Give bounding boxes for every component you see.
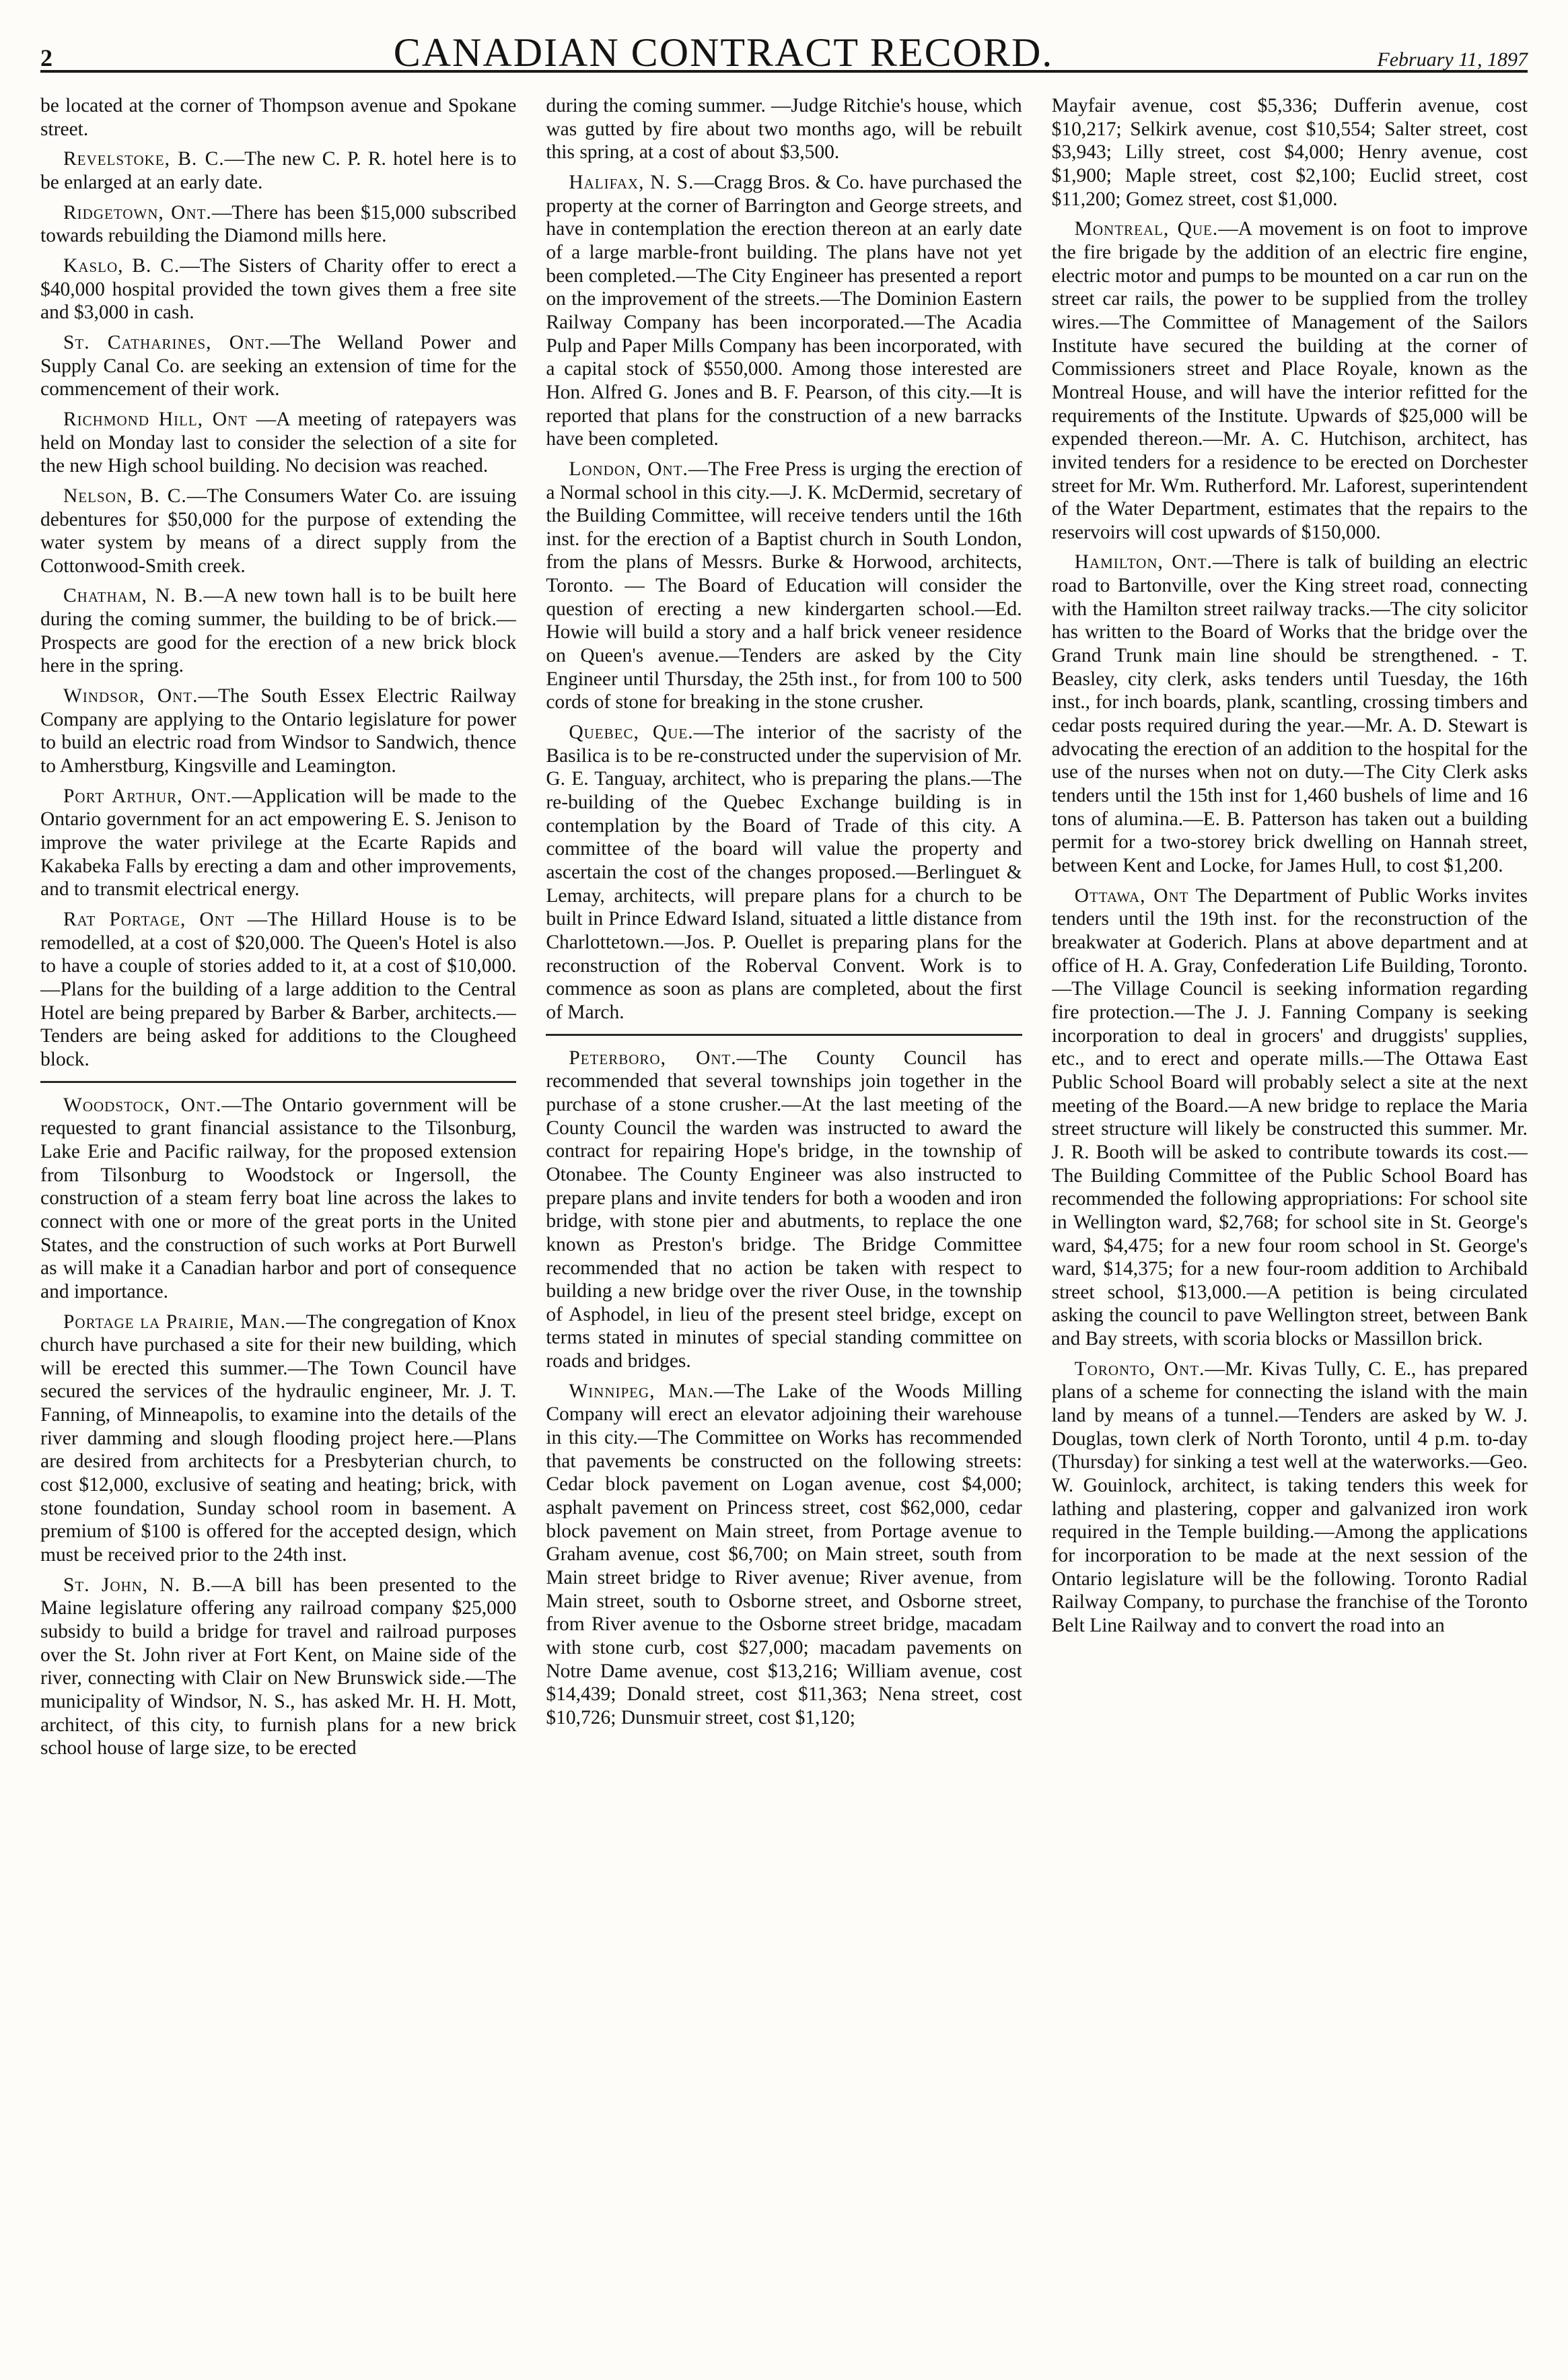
news-item <box>40 201 516 248</box>
item-text: —The Free Press is urging the erection of a Normal school in this city.—J. K. McDermid, secretary of the Building Committee, will receive tenders until the 16th inst. for the erection of a Baptist church in South London, from the plans of Messrs. Burke & Horwood, architects, Toronto. — The Board of Education will consider the question of erecting a new kindergarten school.—Ed. Howie will build a story and a half brick veneer residence on Queen's avenue.—Tenders are asked by the City Engineer until Thursday, the 25th inst., for from 100 to 500 cords of stone for breaking in the stone crusher. <box>546 458 1022 713</box>
news-item <box>546 171 1022 451</box>
news-item <box>40 785 516 901</box>
dateline: Rat Portage, Ont <box>63 909 235 930</box>
dateline: Revelstoke, B. C. <box>63 148 225 170</box>
news-item <box>546 94 1022 164</box>
item-text: —A movement is on foot to improve the fire brigade by the addition of an electric fire engine, electric motor and pumps to be mounted on a car run on the street car rails, the power to be supplied from the trolley wires.—The Committee of Management of the Sailors Institute have secured the building at the corner of Commissioners street and Place Royale, known as the Montreal House, and will have the interior refitted for the requirements of the Institute. Upwards of $25,000 will be expended thereon.—Mr. A. C. Hutchison, architect, has invited tenders for a residence to be erected on Dorchester street for Mr. Wm. Rutherford. Mr. Laforest, superintendent of the Water Department, estimates that the repairs to the reservoirs will cost upwards of $150,000. <box>1051 218 1528 543</box>
section-divider <box>40 1081 516 1083</box>
item-text: —The Sisters of Charity offer to erect a $40,000 hospital provided the town gives them a free site and $3,000 in cash. <box>40 254 517 324</box>
section-divider <box>546 1034 1022 1036</box>
news-item <box>546 1047 1022 1373</box>
dateline: Winnipeg, Man. <box>569 1380 715 1402</box>
dateline: Portage la Prairie, Man. <box>63 1310 287 1333</box>
news-item <box>1052 1358 1528 1638</box>
column-1 <box>40 94 516 2353</box>
column-3 <box>1052 94 1528 2353</box>
item-text: —The Consumers Water Co. are issuing debentures for $50,000 for the purpose of extending the water system by means of a direct supply from the Cottonwood-Smith creek. <box>40 485 517 577</box>
news-item <box>40 485 516 578</box>
item-text: —The congregation of Knox church have purchased a site for their new building, which will be erected this summer.—The Town Council have secured the services of the hydraulic engineer, Mr. J. T. Fanning, of Minneapolis, to examine into the details of the river damming and slough flooding project here.—Plans are desired from architects for a Presbyterian church, to cost $12,000, exclusive of seating and heating; brick, with stone foundation, Sunday school room in basement. A premium of $100 is offered for the accepted design, which must be received prior to the 24th inst. <box>40 1310 517 1566</box>
masthead <box>40 30 1528 73</box>
dateline: Halifax, N. S. <box>569 171 694 193</box>
item-text: be located at the corner of Thompson avenue and Spokane street. <box>40 95 517 140</box>
item-text: —The Welland Power and Supply Canal Co. are seeking an extension of time for the commencement of their work. <box>40 331 517 400</box>
dateline: St. Catharines, Ont. <box>63 331 271 353</box>
news-item <box>546 721 1022 1024</box>
issue-date: February 11, 1897 <box>1377 48 1528 71</box>
item-text: —Mr. Kivas Tully, C. E., has prepared plans of a scheme for connecting the island with the main land by means of a tunnel.—Tenders are asked by W. J. Douglas, town clerk of North Toronto, until 4 p.m. to-day (Thursday) for sinking a test well at the waterworks.—Geo. W. Gouinlock, architect, is taking tenders this week for lathing and plastering, copper and galvanized iron work required in the Temple building.—Among the applications for incorporation to be made at the next session of the Ontario legislature will be the following. Toronto Radial Railway Company, to purchase the franchise of the Toronto Belt Line Railway and to convert the road into an <box>1051 1358 1528 1636</box>
item-text: —The new C. P. R. hotel here is to be enlarged at an early date. <box>40 148 517 193</box>
item-text: Mayfair avenue, cost $5,336; Dufferin avenue, cost $10,217; Selkirk avenue, cost $10,554; Salter street, cost $3,943; Lilly street, cost $4,000; Henry avenue, cost $1,900; Maple street, cost $2,100; Euclid street, cost $11,200; Gomez street, cost $1,000. <box>1051 95 1528 210</box>
item-text: —Application will be made to the Ontario government for an act empowering E. S. Jenison to improve the water privilege at the Ecarte Rapids and Kakabeka Falls by erecting a dam and other improvements, and to transmit electrical energy. <box>40 785 517 901</box>
dateline: Ottawa, Ont <box>1074 884 1189 907</box>
dateline: Hamilton, Ont. <box>1074 551 1213 573</box>
item-text: —The Hillard House is to be remodelled, at a cost of $20,000. The Queen's Hotel is also to have a couple of stories added to it, at a cost of $10,000.—Plans for the building of a large addition to the Central Hotel are being prepared by Barber & Barber, architects.—Tenders are being asked for additions to the Clougheed block. <box>40 909 517 1070</box>
news-item <box>1052 884 1528 1351</box>
item-text: The Department of Public Works invites tenders until the 19th inst. for the reconstruction of the breakwater at Goderich. Plans at above department and at office of H. A. Gray, Confederation Life Building, Toronto.—The Village Council is seeking information regarding fire protection.—The J. J. Fanning Company is seeking incorporation to deal in grocers' and druggists' supplies, etc., and to erect and operate mills.—The Ottawa East Public School Board will probably select a site at the next meeting of the Board.—A new bridge to replace the Maria street structure will likely be constructed this summer. Mr. J. R. Booth will be asked to contribute towards its cost.—The Building Committee of the Public School Board has recommended the following appropriations: For school site in Wellington ward, $2,768; for school site in St. George's ward, $4,475; for a new four room school in St. George's ward, $14,375; for a new four-room addition to Archibald street school, $13,000.—A petition is being circulated asking the council to pave Wellington street, between Bank and Bay streets, with scoria blocks or Massillon brick. <box>1051 884 1528 1350</box>
item-text: —There has been $15,000 subscribed towards rebuilding the Diamond mills here. <box>40 201 517 247</box>
dateline: London, Ont. <box>569 458 688 480</box>
dateline: Quebec, Que. <box>569 722 694 744</box>
dateline: Nelson, B. C. <box>63 485 187 507</box>
news-item <box>1052 217 1528 544</box>
news-item <box>40 908 516 1072</box>
item-text: —The County Council has recommended that several townships join together in the purchase of a stone crusher.—At the last meeting of the County Council the warden was instructed to award the contract for repairing Hope's bridge, in the township of Otonabee. The County Engineer was also instructed to prepare plans and invite tenders for both a wooden and iron bridge, with stone pier and abutments, to replace the one known as Preston's bridge. The Bridge Committee recommended that no action be taken with respect to building a new bridge over the river Ouse, in the township of Asphodel, in lieu of the present steel bridge, except on terms stated in minutes of special standing committee on roads and bridges. <box>546 1047 1022 1372</box>
item-text: —A meeting of ratepayers was held on Monday last to consider the selection of a site for the new High school building. No decision was reached. <box>40 408 517 477</box>
item-text: —A new town hall is to be built here during the coming summer, the building to be of brick.—Prospects are good for the erection of a new brick block here in the spring. <box>40 585 517 677</box>
news-item <box>1052 94 1528 211</box>
news-item <box>40 584 516 678</box>
news-item <box>40 685 516 778</box>
dateline: Ridgetown, Ont. <box>63 201 212 223</box>
dateline: Port Arthur, Ont. <box>63 785 232 807</box>
news-item <box>40 254 516 324</box>
news-item <box>40 1094 516 1304</box>
dateline: Chatham, N. B. <box>63 585 204 607</box>
news-item <box>40 1310 516 1567</box>
news-item <box>546 458 1022 714</box>
page-number: 2 <box>40 44 52 71</box>
item-text: —A bill has been presented to the Maine legislature offering any railroad company $25,000 subsidy to build a bridge for travel and railroad purposes over the St. John river at Fort Kent, on Maine side of the river, connecting with Clair on New Brunswick side.—The municipality of Windsor, N. S., has asked Mr. H. H. Mott, architect, of this city, to furnish plans for a new brick school house of large size, to be erected <box>40 1574 517 1759</box>
news-item <box>1052 551 1528 877</box>
item-text: during the coming summer. —Judge Ritchie's house, which was gutted by fire about two months ago, will be rebuilt this spring, at a cost of about $3,500. <box>546 95 1022 164</box>
news-item <box>40 331 516 401</box>
item-text: —The interior of the sacristy of the Basilica is to be re-constructed under the supervision of Mr. G. E. Tanguay, architect, who is preparing the plans.—The re-building of the Quebec Exchange building is in contemplation by the Board of Trade of this city. A committee of the board will value the property and ascertain the cost of the changes proposed.—Berlinguet & Lemay, architects, will prepare plans for a church to be built in Prince Edward Island, situated a little distance from Charlottetown.—Jos. P. Ouellet is preparing plans for the reconstruction of the Roberval Convent. Work is to commence as soon as plans are completed, about the first of March. <box>546 722 1022 1023</box>
news-item <box>546 1380 1022 1730</box>
item-text: —The Ontario government will be requested to grant financial assistance to the Tilsonburg, Lake Erie and Pacific railway, for the proposed extension from Tilsonburg to Woodstock or Ingersoll, the construction of a steam ferry boat line across the lakes to connect with one or more of the great ports in the United States, and the construction of such works at Port Burwell as will make it a Canadian harbor and port of consequence and importance. <box>40 1094 517 1302</box>
item-text: —Cragg Bros. & Co. have purchased the property at the corner of Barrington and George streets, and have in contemplation the erection thereon at an early date of a large marble-front building. The plans have not yet been completed.—The City Engineer has presented a report on the improvement of the streets.—The Dominion Eastern Railway Company has been incorporated.—The Acadia Pulp and Paper Mills Company has been incorporated, with a capital stock of $550,000. Among those interested are Hon. Alfred G. Jones and B. F. Pearson, of this city.—It is reported that plans for the construction of a new barracks have been completed. <box>546 171 1022 450</box>
dateline: Woodstock, Ont. <box>63 1094 222 1116</box>
publication-title: CANADIAN CONTRACT RECORD. <box>393 30 1054 75</box>
dateline: Toronto, Ont. <box>1074 1358 1205 1380</box>
news-item <box>40 1574 516 1760</box>
column-2 <box>546 94 1022 2353</box>
dateline: Windsor, Ont. <box>63 685 199 707</box>
dateline: Montreal, Que. <box>1074 218 1219 240</box>
dateline: St. John, N. B. <box>63 1574 212 1596</box>
item-text: —The South Essex Electric Railway Company are applying to the Ontario legislature for power to build an electric road from Windsor to Sandwich, thence to Amherstburg, Kingsville and Leamington. <box>40 685 517 777</box>
news-item <box>40 147 516 194</box>
news-item <box>40 408 516 478</box>
article-columns <box>40 94 1528 2353</box>
dateline: Richmond Hill, Ont <box>63 408 248 430</box>
dateline: Kaslo, B. C. <box>63 254 180 277</box>
news-item <box>40 94 516 141</box>
item-text: —There is talk of building an electric road to Bartonville, over the King street road, connecting with the Hamilton street railway tracks.—The city solicitor has written to the Board of Works that the bridge over the Grand Trunk main line should be strengthened. - T. Beasley, city clerk, asks tenders until Tuesday, the 16th inst., for inch boards, plank, scantling, crossing timbers and cedar posts required during the year.—Mr. A. D. Stewart is advocating the erection of an addition to the hospital for the use of the nurses when not on duty.—The City Clerk asks tenders until the 15th inst for 1,460 bushels of lime and 16 tons of alumina.—E. B. Patterson has taken out a building permit for a two-storey brick dwelling on Hannah street, between Kent and Locke, for James Hull, to cost $1,200. <box>1051 551 1528 876</box>
item-text: —The Lake of the Woods Milling Company will erect an elevator adjoining their warehouse in this city.—The Committee on Works has recommended that pavements be constructed on the following streets: Cedar block pavement on Logan avenue, cost $4,000; asphalt pavement on Princess street, cost $62,000, cedar block pavement on Main street, from Portage avenue to Graham avenue, cost $6,700; on Main street, south from Main street bridge to River avenue; River avenue, from Main street, south to Osborne street, and Osborne street, from River avenue to the Osborne street bridge, macadam with stone curb, cost $27,000; macadam pavements on Notre Dame avenue, cost $13,216; William avenue, cost $14,439; Donald street, cost $11,363; Nena street, cost $10,726; Dunsmuir street, cost $1,120; <box>546 1380 1022 1728</box>
dateline: Peterboro, Ont. <box>569 1047 737 1069</box>
